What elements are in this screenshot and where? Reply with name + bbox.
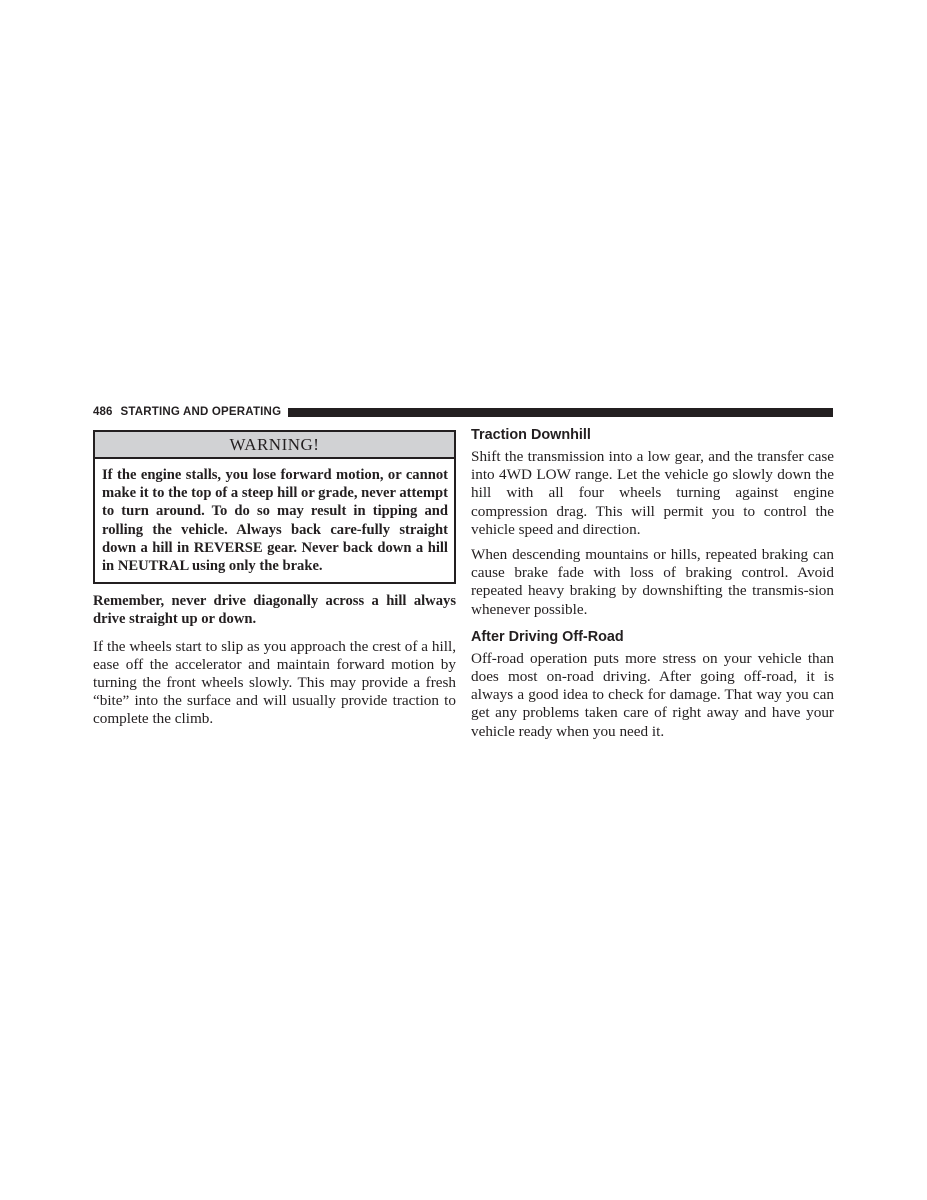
warning-box [93,430,456,584]
section-title: STARTING AND OPERATING [120,406,282,418]
header-rule [288,408,833,417]
traction-downhill-paragraph-1: Shift the transmission into a low gear, and the transfer case into 4WD LOW range. Let the vehicle go slowly down the hill with all four wheels turning against engine compression drag. This will permit you to control the vehicle speed and direction. [471,448,834,538]
heading-after-driving-off-road: After Driving Off-Road [471,628,624,645]
wheels-slip-paragraph: If the wheels start to slip as you approach the crest of a hill, ease off the accelerator and maintain forward motion by turning the front wheels slowly. This may provide a fresh “bite” into the surface and will usually provide traction to complete the climb. [93,637,456,728]
page-number: 486 [93,406,113,418]
remember-paragraph: Remember, never drive diagonally across a hill always drive straight up or down. [93,593,456,628]
right-column [471,426,834,741]
page-header [93,404,833,420]
traction-downhill-paragraph-2: When descending mountains or hills, repeated braking can cause brake fade with loss of braking control. Avoid repeated heavy braking by downshifting the transmis-sion whenever possible. [471,546,834,618]
left-column [93,430,456,729]
heading-traction-downhill: Traction Downhill [471,427,591,443]
after-off-road-paragraph: Off-road operation puts more stress on your vehicle than does most on-road driving. After going off-road, it is always a good idea to check for damage. That way you can get any problems taken care of right away and have your vehicle ready when you need it. [471,649,834,740]
warning-body: If the engine stalls, you lose forward motion, or cannot make it to the top of a steep hill or grade, never attempt to turn around. To do so may result in tipping and rolling the vehicle. Always back care-fully straight down a hill in REVERSE gear. Never back down a hill in NEUTRAL using only the brake. [102,467,449,575]
warning-title: WARNING! [95,432,454,459]
